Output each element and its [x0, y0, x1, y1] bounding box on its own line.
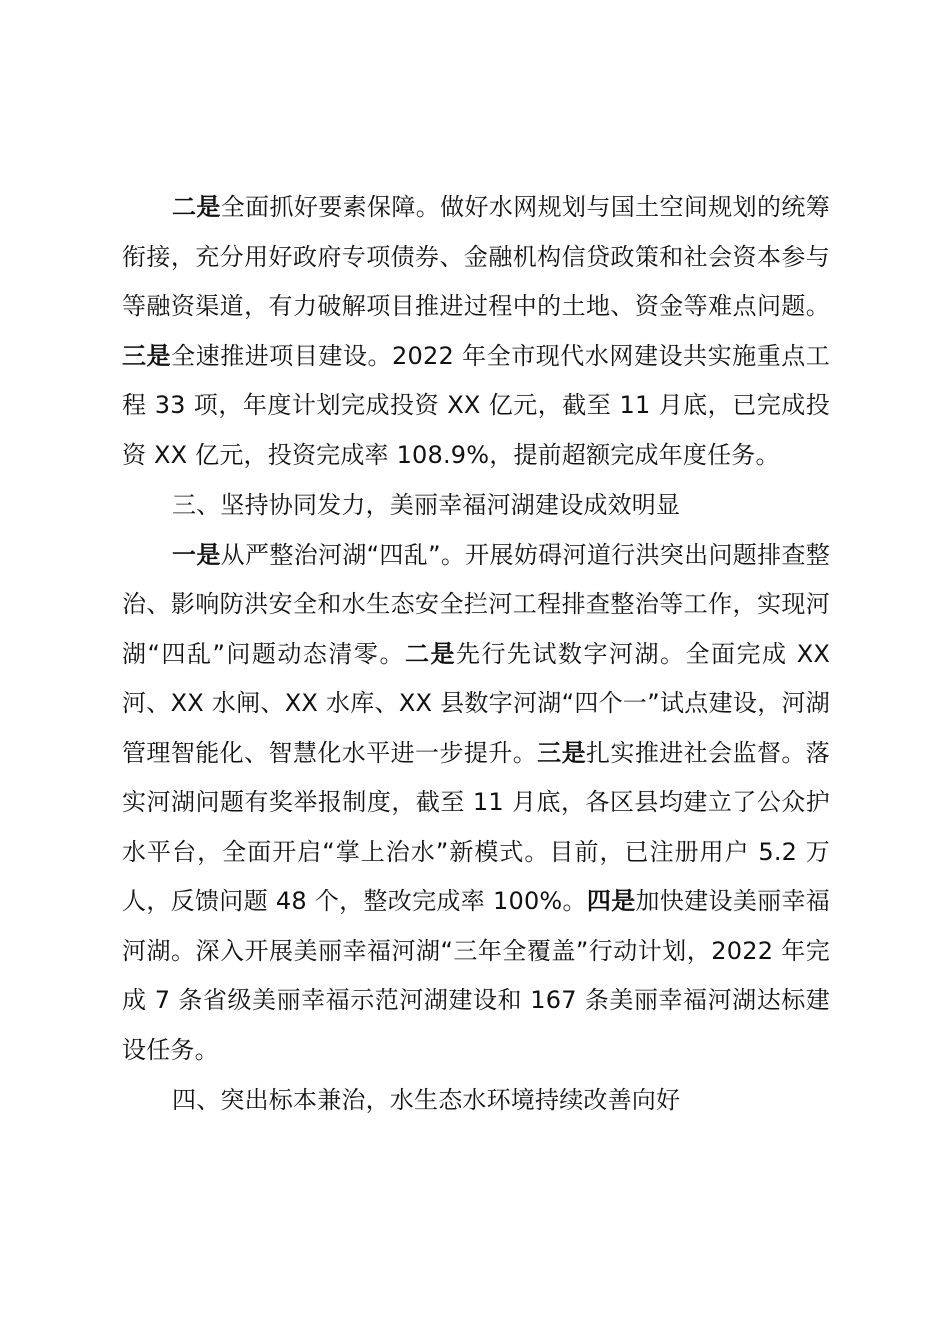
bold-lead-second: 二是: [172, 193, 221, 221]
section-heading-four: 四、突出标本兼治，水生态水环境持续改善向好: [172, 1086, 681, 1114]
bold-lead-fourth: 四是: [586, 887, 636, 915]
paragraph-text: 扎实推进社会监督。落实河湖问题有奖举报制度，截至 11 月底，各区县均建立了公众护水平台，全面开启“掌上治水”新模式。目前，已注册用户 5.2 万人，反馈问题 48 个，整改完成率 100%。: [122, 738, 830, 915]
paragraph-text: 全面抓好要素保障。做好水网规划与国土空间规划的统筹衔接，充分用好政府专项债券、金融机构信贷政策和社会资本参与等融资渠道，有力破解项目推进过程中的土地、资金等难点问题。: [122, 193, 831, 320]
document-body: [122, 183, 830, 1126]
paragraph-text: 加快建设美丽幸福河湖。深入开展美丽幸福河湖“三年全覆盖”行动计划，2022 年完成 7 条省级美丽幸福示范河湖建设和 167 条美丽幸福河湖达标建设任务。: [122, 887, 830, 1064]
paragraph-text: 从严整治河湖“四乱”。开展妨碍河道行洪突出问题排查整治、影响防洪安全和水生态安全拦河工程排查整治等工作，实现河湖“四乱”问题动态清零。: [122, 540, 830, 668]
paragraph-text: 先行先试数字河湖。全面完成 XX 河、XX 水闸、XX 水库、XX 县数字河湖“四个一”试点建设，河湖管理智能化、智慧化水平进一步提升。: [122, 639, 830, 767]
paragraph-factor-guarantee-and-project-construction: [122, 183, 830, 480]
paragraph-text: 全速推进项目建设。2022 年全市现代水网建设共实施重点工程 33 项，年度计划完成投资 XX 亿元，截至 11 月底，已完成投资 XX 亿元，投资完成率 108.9%，提前超额完成年度任务。: [122, 341, 830, 469]
bold-lead-third: 三是: [122, 341, 172, 370]
section-heading-three: 三、坚持协同发力，美丽幸福河湖建设成效明显: [172, 491, 681, 519]
paragraph-rivers-and-lakes: [122, 531, 830, 1076]
bold-lead-first: 一是: [172, 540, 221, 569]
bold-lead-second: 二是: [404, 639, 456, 668]
bold-lead-third: 三是: [537, 738, 586, 767]
